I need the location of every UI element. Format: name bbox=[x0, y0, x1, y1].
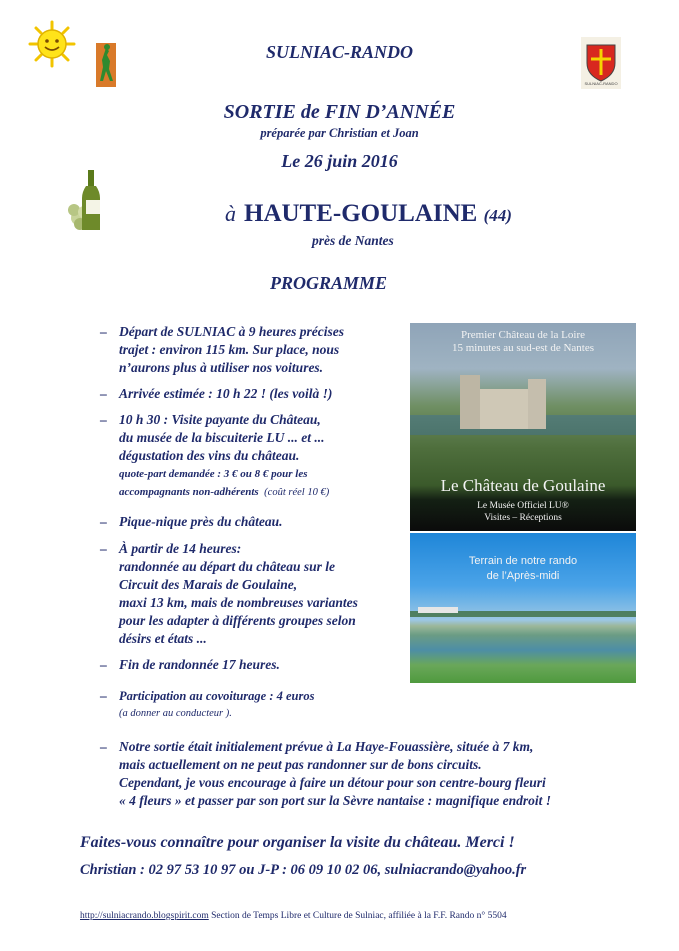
event-date: Le 26 juin 2016 bbox=[281, 151, 398, 171]
destination-prefix: à bbox=[225, 201, 236, 226]
item-line: Fin de randonnée 17 heures. bbox=[119, 657, 280, 672]
note-paragraph bbox=[100, 738, 660, 810]
item-line: À partir de 14 heures: bbox=[119, 541, 242, 556]
note-line: « 4 fleurs » et passer par son port sur la Sèvre nantaise : magnifique endroit ! bbox=[119, 793, 552, 808]
photo-caption: Terrain de notre rando bbox=[468, 555, 578, 567]
dash-bullet: – bbox=[100, 541, 107, 556]
chateau-photo bbox=[410, 323, 636, 531]
list-item bbox=[100, 411, 400, 502]
item-line: désirs et états ... bbox=[119, 631, 207, 646]
item-line: Circuit des Marais de Goulaine, bbox=[119, 577, 298, 592]
note-line: mais actuellement on ne peut pas randonner sur de bons circuits. bbox=[119, 757, 482, 772]
event-title: SORTIE de FIN D’ANNÉE bbox=[223, 101, 456, 123]
item-line: randonnée au départ du château sur le bbox=[119, 559, 336, 574]
prepared-by: préparée par Christian et Joan bbox=[260, 126, 419, 140]
club-name: SULNIAC-RANDO bbox=[265, 42, 414, 62]
list-item bbox=[100, 513, 400, 531]
dash-bullet: – bbox=[100, 657, 107, 672]
destination bbox=[225, 200, 512, 228]
footer-text: Section de Temps Libre et Culture de Sulniac, affiliée à la F.F. Rando n° 5504 bbox=[208, 911, 507, 921]
destination-near: près de Nantes bbox=[312, 233, 394, 248]
item-subline: quote-part demandée : 3 € ou 8 € pour les bbox=[119, 468, 308, 480]
dash-bullet: – bbox=[100, 688, 107, 703]
item-line: du musée de la biscuiterie LU ... et ... bbox=[119, 430, 325, 445]
badge-label: SULNIAC-RANDO bbox=[584, 81, 618, 86]
item-line: Arrivée estimée : 10 h 22 ! (les voilà !) bbox=[119, 386, 333, 401]
item-line: Participation au covoiturage : 4 euros bbox=[119, 689, 315, 703]
destination-dept: (44) bbox=[483, 206, 512, 225]
blog-link[interactable]: http://sulniacrando.blogspirit.com bbox=[80, 911, 209, 921]
item-line: Pique-nique près du château. bbox=[119, 514, 283, 529]
dash-bullet: – bbox=[100, 412, 107, 427]
list-item bbox=[100, 385, 400, 403]
contact-line: Christian : 02 97 53 10 97 ou J-P : 06 09 10 02 06, sulniacrando@yahoo.fr bbox=[80, 862, 527, 878]
marsh-photo bbox=[410, 533, 636, 683]
photo-caption: 15 minutes au sud-est de Nantes bbox=[451, 342, 595, 354]
item-line: dégustation des vins du château. bbox=[119, 448, 300, 463]
item-line: maxi 13 km, mais de nombreuses variantes bbox=[119, 595, 358, 610]
item-note: (a donner au conducteur ). bbox=[119, 708, 232, 719]
photo-caption: Premier Château de la Loire bbox=[460, 329, 585, 341]
photo-title: Le Château de Goulaine bbox=[440, 476, 606, 495]
list-item bbox=[100, 540, 400, 648]
note-line: Notre sortie était initialement prévue à La Haye-Fouassière, située à 7 km, bbox=[119, 739, 534, 754]
item-line: 10 h 30 : Visite payante du Château, bbox=[119, 412, 321, 427]
dash-bullet: – bbox=[100, 386, 107, 401]
castle-illustration bbox=[468, 389, 538, 429]
list-item bbox=[100, 687, 400, 723]
item-line: n’aurons plus à utiliser nos voitures. bbox=[119, 360, 324, 375]
dash-bullet: – bbox=[100, 739, 107, 754]
destination-name: HAUTE-GOULAINE bbox=[244, 200, 478, 227]
item-subnote: (coût réel 10 €) bbox=[264, 487, 330, 498]
wine-bottle-icon bbox=[68, 168, 112, 232]
item-line: trajet : environ 115 km. Sur place, nous bbox=[119, 342, 340, 357]
footer bbox=[80, 911, 507, 921]
thanks-message: Faites-vous connaître pour organiser la visite du château. Merci ! bbox=[80, 834, 515, 851]
photo-subtitle: Visites – Réceptions bbox=[484, 513, 562, 523]
photo-subtitle: Le Musée Officiel LU® bbox=[477, 501, 569, 511]
item-line: pour les adapter à différents groupes selon bbox=[119, 613, 356, 628]
dash-bullet: – bbox=[100, 514, 107, 529]
list-item bbox=[100, 656, 400, 674]
list-item bbox=[100, 323, 400, 377]
item-line: Départ de SULNIAC à 9 heures précises bbox=[119, 324, 344, 339]
photo-caption: de l’Après-midi bbox=[486, 570, 560, 582]
dash-bullet: – bbox=[100, 324, 107, 339]
programme-title: PROGRAMME bbox=[270, 273, 388, 293]
item-subline: accompagnants non-adhérents bbox=[119, 486, 259, 498]
note-line: Cependant, je vous encourage à faire un détour pour son centre-bourg fleuri bbox=[119, 775, 546, 790]
